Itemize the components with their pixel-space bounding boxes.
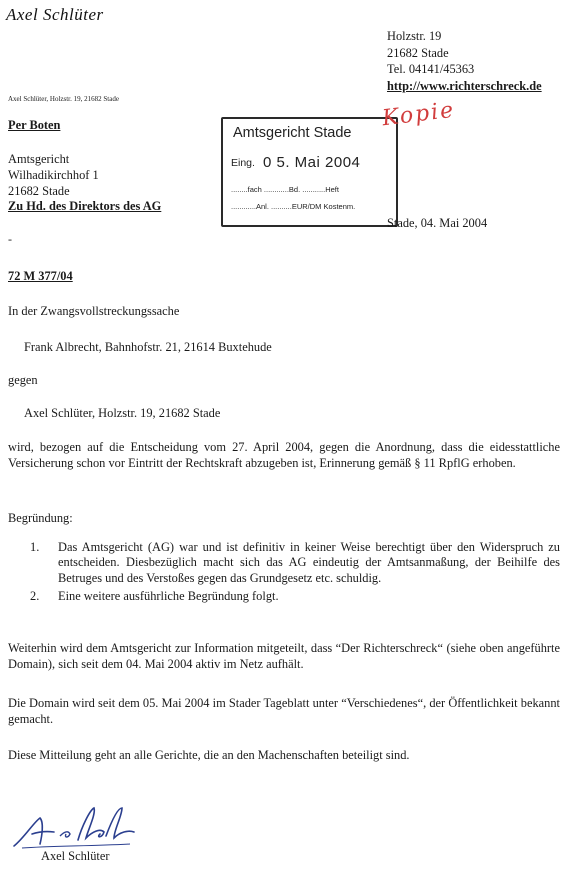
- letterhead-street: Holzstr. 19: [387, 29, 442, 43]
- letterhead-phone: Tel. 04141/45363: [387, 62, 475, 76]
- letterhead-website-link[interactable]: http://www.richterschreck.de: [387, 78, 542, 93]
- list-item-number: 2.: [30, 588, 40, 603]
- dash-mark: -: [8, 232, 12, 246]
- party-creditor: Frank Albrecht, Bahnhofstr. 21, 21614 Buxtehude: [24, 340, 272, 354]
- versus-word: gegen: [8, 373, 38, 387]
- stamp-line-2: ............Anl. ..........EUR/DM Kostenm.: [231, 202, 356, 211]
- intro-line: In der Zwangsvollstreckungssache: [8, 304, 180, 318]
- body-paragraph-4: Diese Mitteilung geht an alle Gerichte, die an den Machenschaften beteiligt sind.: [8, 748, 410, 762]
- list-item: [8, 540, 560, 586]
- place-date: Stade, 04. Mai 2004: [387, 216, 488, 230]
- list-item-number: 1.: [30, 540, 40, 554]
- recipient-attention: Zu Hd. des Direktors des AG: [8, 199, 162, 214]
- list-item: [8, 589, 560, 604]
- list-item-text: Das Amtsgericht (AG) war und ist definitiv in keiner Weise berechtigt über den Widerspruch zu entscheiden. Diesbezüglich macht sich das AG eindeutig der Amtsanmaßung, der Beihilfe des Betruges und des Verstoßes gegen das Grundgesetz etc. schuldig.: [58, 540, 560, 585]
- receipt-stamp: [221, 117, 398, 227]
- return-address: Axel Schlüter, Holzstr. 19, 21682 Stade: [8, 95, 119, 103]
- stamp-line-1: ........fach ............Bd. ...........Heft: [231, 185, 339, 194]
- recipient-line-1: Amtsgericht: [8, 152, 70, 166]
- letterhead-name: Axel Schlüter: [6, 5, 104, 24]
- body-paragraph-2: Weiterhin wird dem Amtsgericht zur Information mitgeteilt, dass “Der Richterschreck“ (siehe oben angeführte Domain), sich seit dem 04. Mai 2004 aktiv im Netz aufhält.: [8, 641, 560, 671]
- letterhead-contact: [387, 28, 542, 94]
- stamp-title: Amtsgericht Stade: [233, 125, 352, 141]
- recipient-line-2: Wilhadikirchhof 1: [8, 167, 99, 182]
- copy-mark: Kopie: [380, 97, 457, 132]
- recipient-address: [8, 152, 161, 215]
- handwritten-signature: [10, 796, 160, 856]
- party-debtor: Axel Schlüter, Holzstr. 19, 21682 Stade: [24, 406, 221, 420]
- body-paragraph-3: Die Domain wird seit dem 05. Mai 2004 im Stader Tageblatt unter “Verschiedenes“, der Öffentlichkeit bekannt gemacht.: [8, 696, 560, 726]
- letterhead-city: 21682 Stade: [387, 45, 449, 60]
- reasons-list: [8, 540, 560, 607]
- reasons-heading: Begründung:: [8, 511, 73, 525]
- case-reference: 72 M 377/04: [8, 269, 73, 283]
- stamp-date: 0 5. Mai 2004: [263, 154, 361, 171]
- list-item-text: Eine weitere ausführliche Begründung folgt.: [58, 588, 279, 603]
- stamp-eing-label: Eing.: [231, 157, 255, 169]
- recipient-line-3: 21682 Stade: [8, 183, 70, 198]
- delivery-note: Per Boten: [8, 118, 61, 132]
- body-paragraph-1: wird, bezogen auf die Entscheidung vom 27. April 2004, gegen die Anordnung, dass die eidesstattliche Versicherung schon vor Eintritt der Rechtskraft abzugeben ist, Erinnerung gemäß § 11 RpflG erhoben.: [8, 440, 560, 470]
- signature-name: Axel Schlüter: [41, 849, 110, 863]
